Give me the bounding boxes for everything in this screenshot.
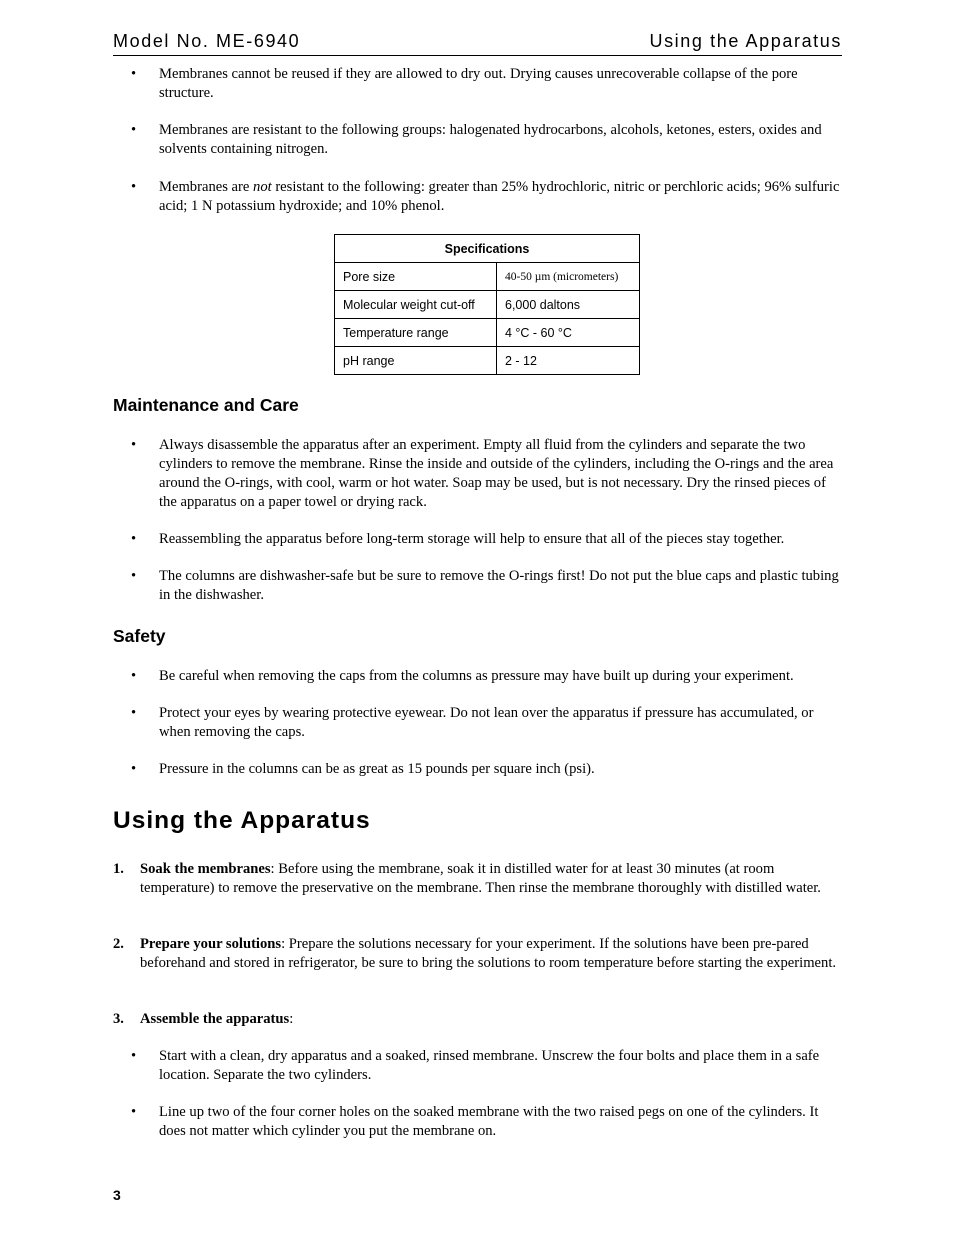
- step-title: Assemble the apparatus: [140, 1011, 290, 1027]
- model-number: Model No. ME-6940: [113, 31, 301, 51]
- step-number: 1.: [113, 861, 124, 877]
- specifications-table: [334, 234, 640, 375]
- table-row: Pore size 40-50 µm (micrometers): [335, 263, 640, 291]
- bullet-icon: •: [131, 437, 137, 453]
- page-number: 3: [113, 1187, 121, 1203]
- step-title: Soak the membranes: [140, 861, 271, 877]
- table-title: Specifications: [335, 235, 640, 263]
- bullet-icon: •: [131, 179, 137, 195]
- bullet-icon: •: [131, 1048, 137, 1064]
- bullet-icon: •: [131, 531, 137, 547]
- running-header: [113, 31, 842, 56]
- step-number: 2.: [113, 936, 124, 952]
- step-number: 3.: [113, 1011, 124, 1027]
- table-row: Molecular weight cut-off 6,000 daltons: [335, 291, 640, 319]
- section-title-header: Using the Apparatus: [649, 31, 842, 51]
- bullet-icon: •: [131, 1104, 137, 1120]
- bullet-icon: •: [131, 122, 137, 138]
- bullet-icon: •: [131, 668, 137, 684]
- table-row: pH range 2 - 12: [335, 347, 640, 375]
- bullet-icon: •: [131, 761, 137, 777]
- bullet-icon: •: [131, 705, 137, 721]
- maintenance-heading: Maintenance and Care: [113, 395, 299, 415]
- bullet-icon: •: [131, 568, 137, 584]
- safety-heading: Safety: [113, 626, 166, 646]
- step-title: Prepare your solutions: [140, 936, 282, 952]
- table-row: Temperature range 4 °C - 60 °C: [335, 319, 640, 347]
- emphasis: not: [253, 179, 272, 195]
- bullet-icon: •: [131, 66, 137, 82]
- using-heading: Using the Apparatus: [113, 807, 371, 834]
